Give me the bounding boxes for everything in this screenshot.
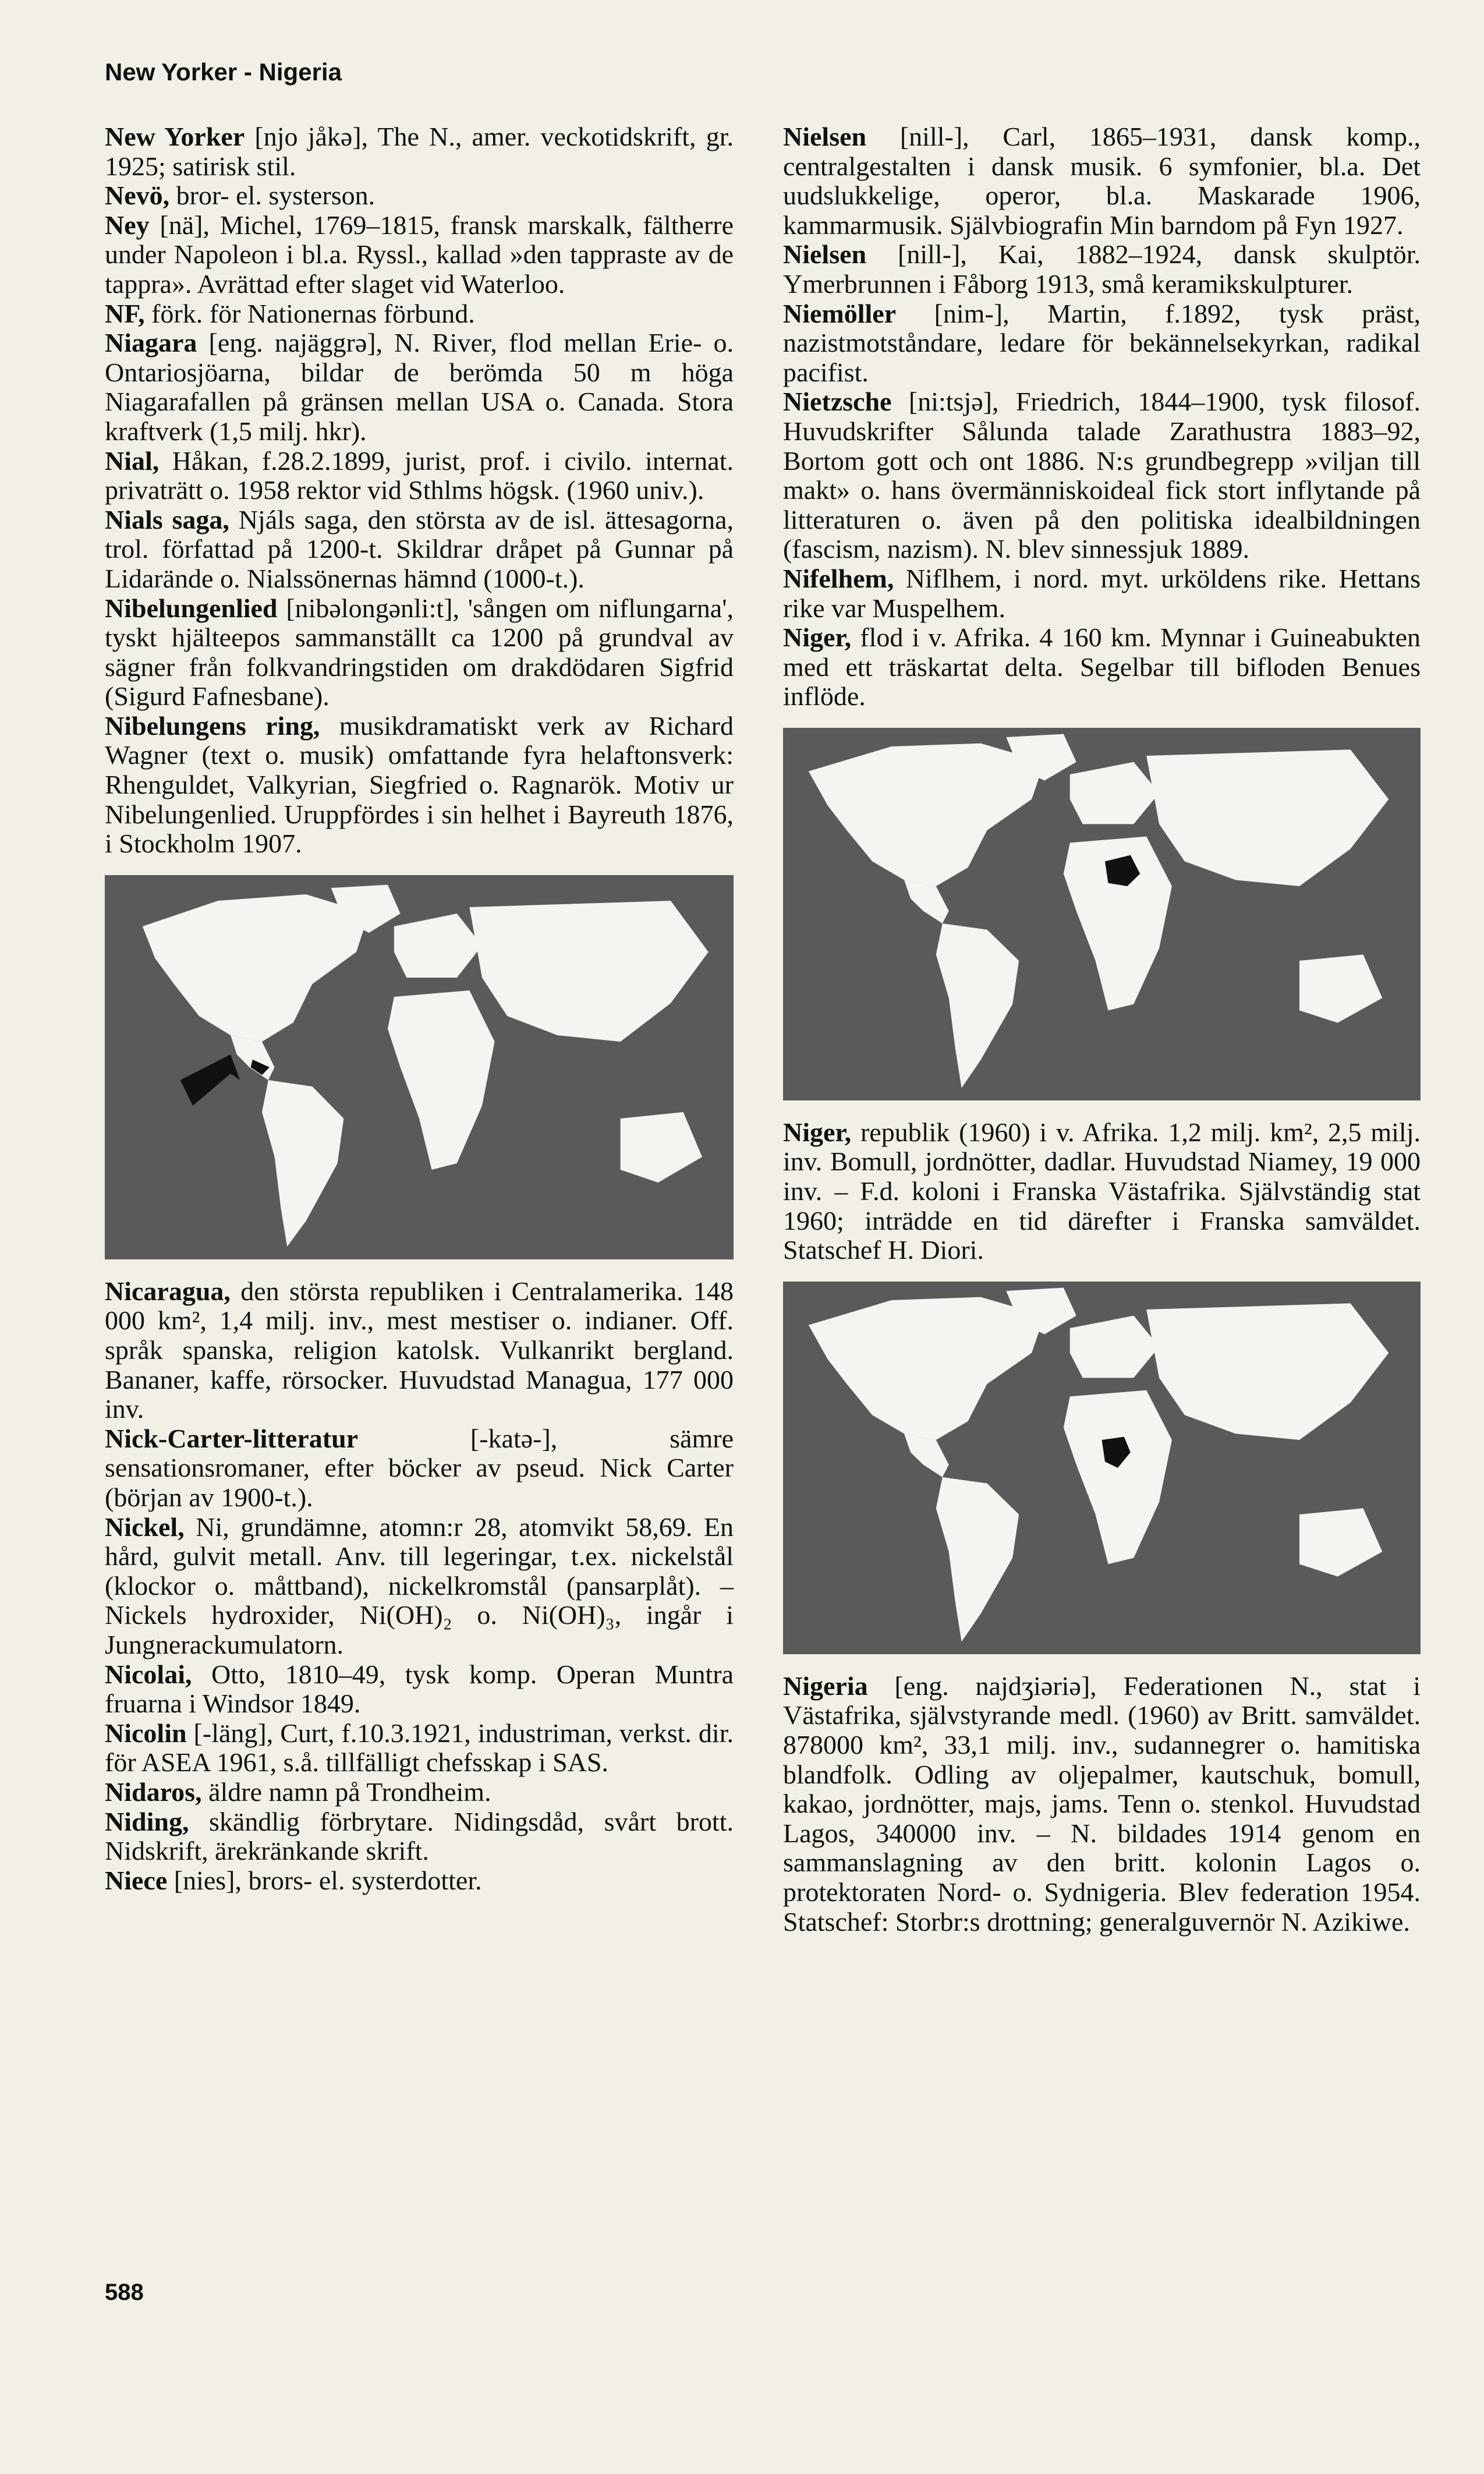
entries-right-top (783, 122, 1421, 712)
entry-body: [nä], Michel, 1769–1815, fransk marskalk, fältherre under Napoleon i bl.a. Ryssl., kallad »den tappraste av de tappra». Avrättad efter slaget vid Waterloo. (105, 210, 734, 299)
entry-headword: NF, (105, 298, 145, 328)
entries-left-bottom (105, 1277, 734, 1895)
entry-body: Njáls saga, den största av de isl. ättesagorna, trol. författad på 1200-t. Skildrar dråpet på Gunnar på Lidarände o. Nialssönernas hämnd (1000-t.). (105, 504, 734, 593)
left-column (105, 122, 734, 1895)
entry-headword: Nial, (105, 445, 160, 476)
dictionary-entry (105, 1719, 734, 1778)
dictionary-entry (105, 1866, 734, 1896)
dictionary-entry (105, 1277, 734, 1424)
dictionary-entry (105, 181, 734, 211)
page-number: 588 (105, 2280, 144, 2305)
dictionary-entry (105, 447, 734, 505)
dictionary-entry (105, 505, 734, 594)
entry-body: [nill-], Carl, 1865–1931, dansk komp., centralgestalten i dansk musik. 6 symfonier, bl.a. Det uudslukkelige, operor, bl.a. Maskarade 1906, kammarmusik. Självbiografin Min barndom på Fyn 1927. (783, 122, 1421, 240)
entry-body: Otto, 1810–49, tysk komp. Operan Muntra fruarna i Windsor 1849. (105, 1659, 734, 1719)
entry-body: flod i v. Afrika. 4 160 km. Mynnar i Guineabukten med ett träskartat delta. Segelbar till bifloden Benues inflöde. (783, 622, 1421, 712)
dictionary-entry (783, 1118, 1421, 1265)
entry-headword: Nigeria (783, 1670, 868, 1701)
entry-headword: Nick-Carter-litteratur (105, 1423, 359, 1453)
dictionary-entry (783, 122, 1421, 240)
entry-headword: Nielsen (783, 122, 867, 151)
entry-headword: Nielsen (783, 239, 867, 270)
entry-headword: Niding, (105, 1806, 189, 1836)
dictionary-entry (105, 594, 734, 712)
entry-headword: Nevö, (105, 180, 170, 211)
entry-body: [eng. najäggrə], N. River, flod mellan Erie- o. Ontariosjöarna, bildar de berömda 50 m höga Niagarafallen på gränsen mellan USA o. Canada. Stora kraftverk (1,5 milj. hkr). (105, 328, 734, 446)
dictionary-entry (105, 328, 734, 446)
entry-headword: Ney (105, 210, 150, 240)
entry-body: [-katə-], sämre sensationsromaner, efter böcker av pseud. Nick Carter (början av 1900-t.). (105, 1423, 734, 1512)
right-column (783, 122, 1421, 1937)
entries-left-top (105, 122, 734, 859)
entry-body: [nies], brors- el. systerdotter. (167, 1865, 482, 1895)
entry-body: [njo jåkə], The N., amer. veckotidskrift, gr. 1925; satirisk stil. (105, 122, 734, 181)
entry-headword: Nials saga, (105, 504, 229, 535)
entry-headword: Niagara (105, 328, 197, 358)
entries-right-mid (783, 1118, 1421, 1265)
entry-headword: Niger, (783, 1117, 852, 1147)
entry-headword: Nicolin (105, 1718, 187, 1748)
niger-map (783, 728, 1421, 1100)
world-map-icon (783, 728, 1421, 1100)
dictionary-entry (105, 122, 734, 181)
nigeria-map (783, 1282, 1421, 1654)
entry-headword: Niemöller (783, 298, 897, 328)
dictionary-entry (105, 211, 734, 299)
dictionary-entry (783, 240, 1421, 299)
nicaragua-map (105, 875, 734, 1259)
entry-body: [eng. najdʒiəriə], Federationen N., stat i Västafrika, självstyrande medl. (1960) av Britt. samväldet. 878000 km², 33,1 milj. inv., sudannegrer o. hamitiska blandfolk. Odling av oljepalmer, kautschuk, bomull, kakao, jordnötter, majs, jams. Tenn o. stenkol. Huvudstad Lagos, 340000 inv. – N. bildades 1914 genom en sammanslagning av den britt. kolonin Lagos o. protektoraten Nord- o. Sydnigeria. Blev federation 1954. Statschef: Storbr:s drottning; generalguvernör N. Azikiwe. (783, 1670, 1421, 1937)
entry-headword: Niece (105, 1865, 168, 1895)
entry-body: [-läng], Curt, f.10.3.1921, industriman, verkst. dir. för ASEA 1961, s.å. tillfälligt chefsskap i SAS. (105, 1718, 734, 1778)
entry-body: [nibəlongənli:t], 'sången om niflungarna', tyskt hjälteepos sammanställt ca 1200 på grundval av sägner från folkvandringstiden om drakdödaren Sigfrid (Sigurd Fafnesbane). (105, 593, 734, 712)
entry-body: [ni:tsjə], Friedrich, 1844–1900, tysk filosof. Huvudskrifter Sålunda talade Zarathustra 1883–92, Bortom gott och ont 1886. N:s grundbegrepp »viljan till makt» o. hans övermänniskoideal fick stort inflytande på litteraturen o. även på den politiska idealbildningen (fascism, nazism). N. blev sinnessjuk 1889. (783, 387, 1421, 564)
world-map-icon (105, 875, 734, 1259)
entry-headword: Nibelungens ring, (105, 710, 320, 741)
dictionary-entry (105, 299, 734, 329)
dictionary-entry (783, 623, 1421, 712)
entry-body: skändlig förbrytare. Nidingsdåd, svårt brott. Nidskrift, ärekränkande skrift. (105, 1806, 734, 1866)
entry-body: bror- el. systerson. (169, 180, 376, 211)
world-map-icon (783, 1282, 1421, 1654)
entry-headword: Nibelungenlied (105, 593, 278, 623)
entry-headword: Nietzsche (783, 387, 892, 417)
dictionary-entry (105, 1778, 734, 1807)
entry-headword: Nifelhem, (783, 563, 894, 593)
entry-headword: Nicaragua, (105, 1276, 231, 1306)
dictionary-entry (783, 564, 1421, 623)
entry-headword: Niger, (783, 622, 852, 653)
dictionary-entry (105, 1660, 734, 1719)
entry-headword: New Yorker (105, 122, 245, 151)
entry-body: Niflhem, i nord. myt. urköldens rike. Hettans rike var Muspelhem. (783, 563, 1421, 623)
entry-body: Ni, grundämne, atomn:r 28, atomvikt 58,69. En hård, gulvit metall. Anv. till legeringar, t.ex. nickelstål (klockor o. måttband), nickelkromstål (pansarplåt). – Nickels hydroxider, Ni(OH)₂ o. Ni(OH)₃, ingår i Jungnerackumulatorn. (105, 1512, 734, 1659)
dictionary-entry (105, 1424, 734, 1513)
entry-headword: Nicolai, (105, 1659, 192, 1689)
dictionary-entry (783, 387, 1421, 564)
entry-body: republik (1960) i v. Afrika. 1,2 milj. km², 2,5 milj. inv. Bomull, jordnötter, dadlar. Huvudstad Niamey, 19 000 inv. – F.d. koloni i Franska Västafrika. Självständig stat 1960; inträdde en tid därefter i Franska samväldet. Statschef H. Diori. (783, 1117, 1421, 1265)
entry-headword: Nidaros, (105, 1776, 202, 1807)
entry-body: förk. för Nationernas förbund. (144, 298, 475, 328)
entry-body: den största republiken i Centralamerika. 148 000 km², 1,4 milj. inv., mest mestiser o. indianer. Off. språk spanska, religion katolsk. Vulkanrikt bergland. Bananer, kaffe, rörsocker. Huvudstad Managua, 177 000 inv. (105, 1276, 734, 1424)
entry-body: musikdramatiskt verk av Richard Wagner (text o. musik) omfattande fyra helaftonsverk: Rhenguldet, Valkyrian, Siegfried o. Ragnarök. Motiv ur Nibelungenlied. Uruppfördes i sin helhet i Bayreuth 1876, i Stockholm 1907. (105, 710, 734, 859)
entries-right-end (783, 1672, 1421, 1937)
dictionary-entry (783, 1672, 1421, 1937)
dictionary-entry (105, 712, 734, 859)
entry-body: äldre namn på Trondheim. (201, 1776, 491, 1807)
dictionary-entry (105, 1513, 734, 1660)
entry-body: Håkan, f.28.2.1899, jurist, prof. i civilo. internat. privaträtt o. 1958 rektor vid Sthlms högsk. (1960 univ.). (105, 445, 734, 505)
dictionary-entry (105, 1807, 734, 1866)
entry-body: [nim-], Martin, f.1892, tysk präst, nazistmotståndare, ledare för bekännelsekyrkan, radikal pacifist. (783, 298, 1421, 387)
dictionary-entry (783, 299, 1421, 388)
running-head: New Yorker - Nigeria (105, 58, 342, 86)
entry-headword: Nickel, (105, 1512, 185, 1542)
entry-body: [nill-], Kai, 1882–1924, dansk skulptör. Ymerbrunnen i Fåborg 1913, små keramikskulpturer. (783, 239, 1421, 299)
